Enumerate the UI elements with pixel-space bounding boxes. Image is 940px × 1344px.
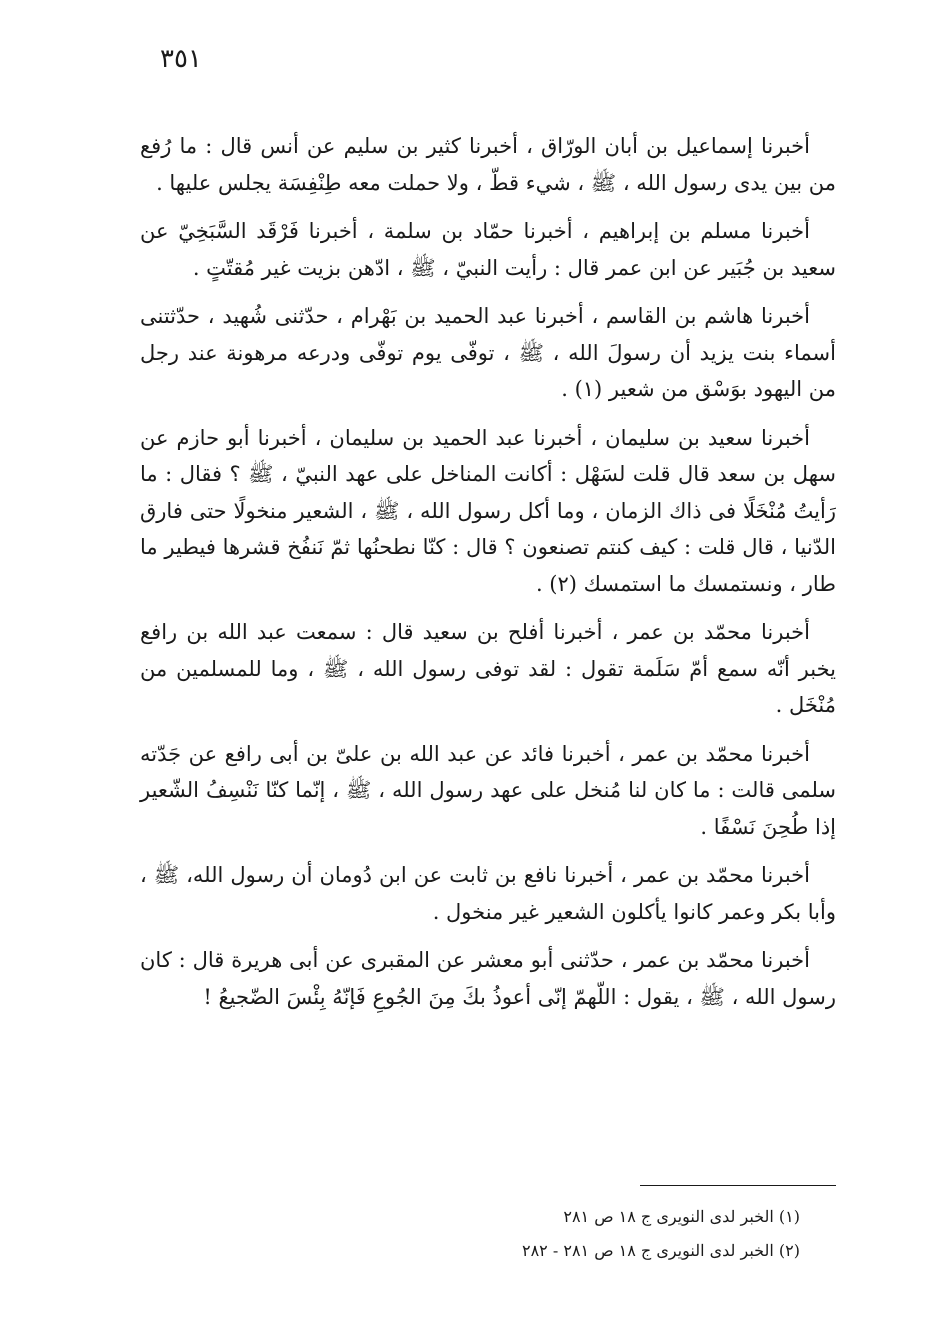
- footnote-divider: [640, 1185, 836, 1186]
- paragraph: أخبرنا محمّد بن عمر ، أخبرنا أفلح بن سعيد قال : سمعت عبد الله بن رافع يخبر أنّه سمع أمّ سَلَمة تقول : لقد توفى رسول الله ، ﷺ ، وما للمسلمين من مُنْخَل .: [140, 620, 836, 717]
- paragraph: أخبرنا محمّد بن عمر ، حدّثنى أبو معشر عن المقبرى عن أبى هريرة قال : كان رسول الله ، ﷺ ، يقول : اللّهمّ إنّى أعوذُ بكَ مِنَ الجُوعِ فَإنّهُ بِئْسَ الضّجيعُ !: [140, 948, 836, 1009]
- paragraph: أخبرنا محمّد بن عمر ، أخبرنا فائد عن عبد الله بن علىّ بن أبى رافع عن جَدّته سلمى قالت : ما كان لنا مُنخل على عهد رسول الله ، ﷺ ، إنّما كنّا نَنْسِفُ الشّعير إذا طُحِنَ نَسْفًا .: [140, 741, 836, 839]
- footnotes: [300, 1200, 800, 1268]
- paragraph: أخبرنا هاشم بن القاسم ، أخبرنا عبد الحميد بن بَهْرام ، حدّثنى شُهيد ، حدّثتنى أسماء بنت يزيد أن رسولَ الله ، ﷺ ، توفّى يوم توفّى ودرعه مرهونة عند رجل من اليهود بوَسْق من شعير (١) .: [140, 304, 836, 401]
- paragraph: أخبرنا سعيد بن سليمان ، أخبرنا عبد الحميد بن سليمان ، أخبرنا أبو حازم عن سهل بن سعد قال قلت لسَهْل : أكانت المناخل على عهد النبيّ ، ﷺ ؟ فقال : ما رَأيتُ مُنْخَلًا فى ذاك الزمان ، وما أكل رسول الله ، ﷺ ، الشعير منخولًا حتى فارق الدّنيا ، قال قلت : كيف كنتم تصنعون ؟ قال : كنّا نطحنُها ثمّ نَنفُخ قشرها فيطير ما طار ، ونستمسك ما استمسك (٢) .: [140, 425, 836, 596]
- main-text: [140, 128, 836, 1027]
- page-number: ٣٥١: [160, 44, 202, 74]
- paragraph: أخبرنا إسماعيل بن أبان الورّاق ، أخبرنا كثير بن سليم عن أنس قال : ما رُفع من بين يدى رسول الله ، ﷺ ، شيء قطّ ، ولا حملت معه طِنْفِسَة يجلس عليها .: [140, 134, 836, 195]
- footnote: (١) الخبر لدى النويرى ج ١٨ ص ٢٨١: [563, 1207, 800, 1226]
- paragraph: أخبرنا مسلم بن إبراهيم ، أخبرنا حمّاد بن سلمة ، أخبرنا فَرْقَد السَّبَخِيّ عن سعيد بن جُبَير عن ابن عمر قال : رأيت النبيّ ، ﷺ ، ادّهن بزيت غير مُقتّتٍ .: [140, 219, 836, 280]
- paragraph: أخبرنا محمّد بن عمر ، أخبرنا نافع بن ثابت عن ابن دُومان أن رسول الله، ﷺ ، وأبا بكر وعمر كانوا يأكلون الشعير غير منخول .: [140, 863, 836, 924]
- footnote: (٢) الخبر لدى النويرى ج ١٨ ص ٢٨١ - ٢٨٢: [521, 1241, 800, 1260]
